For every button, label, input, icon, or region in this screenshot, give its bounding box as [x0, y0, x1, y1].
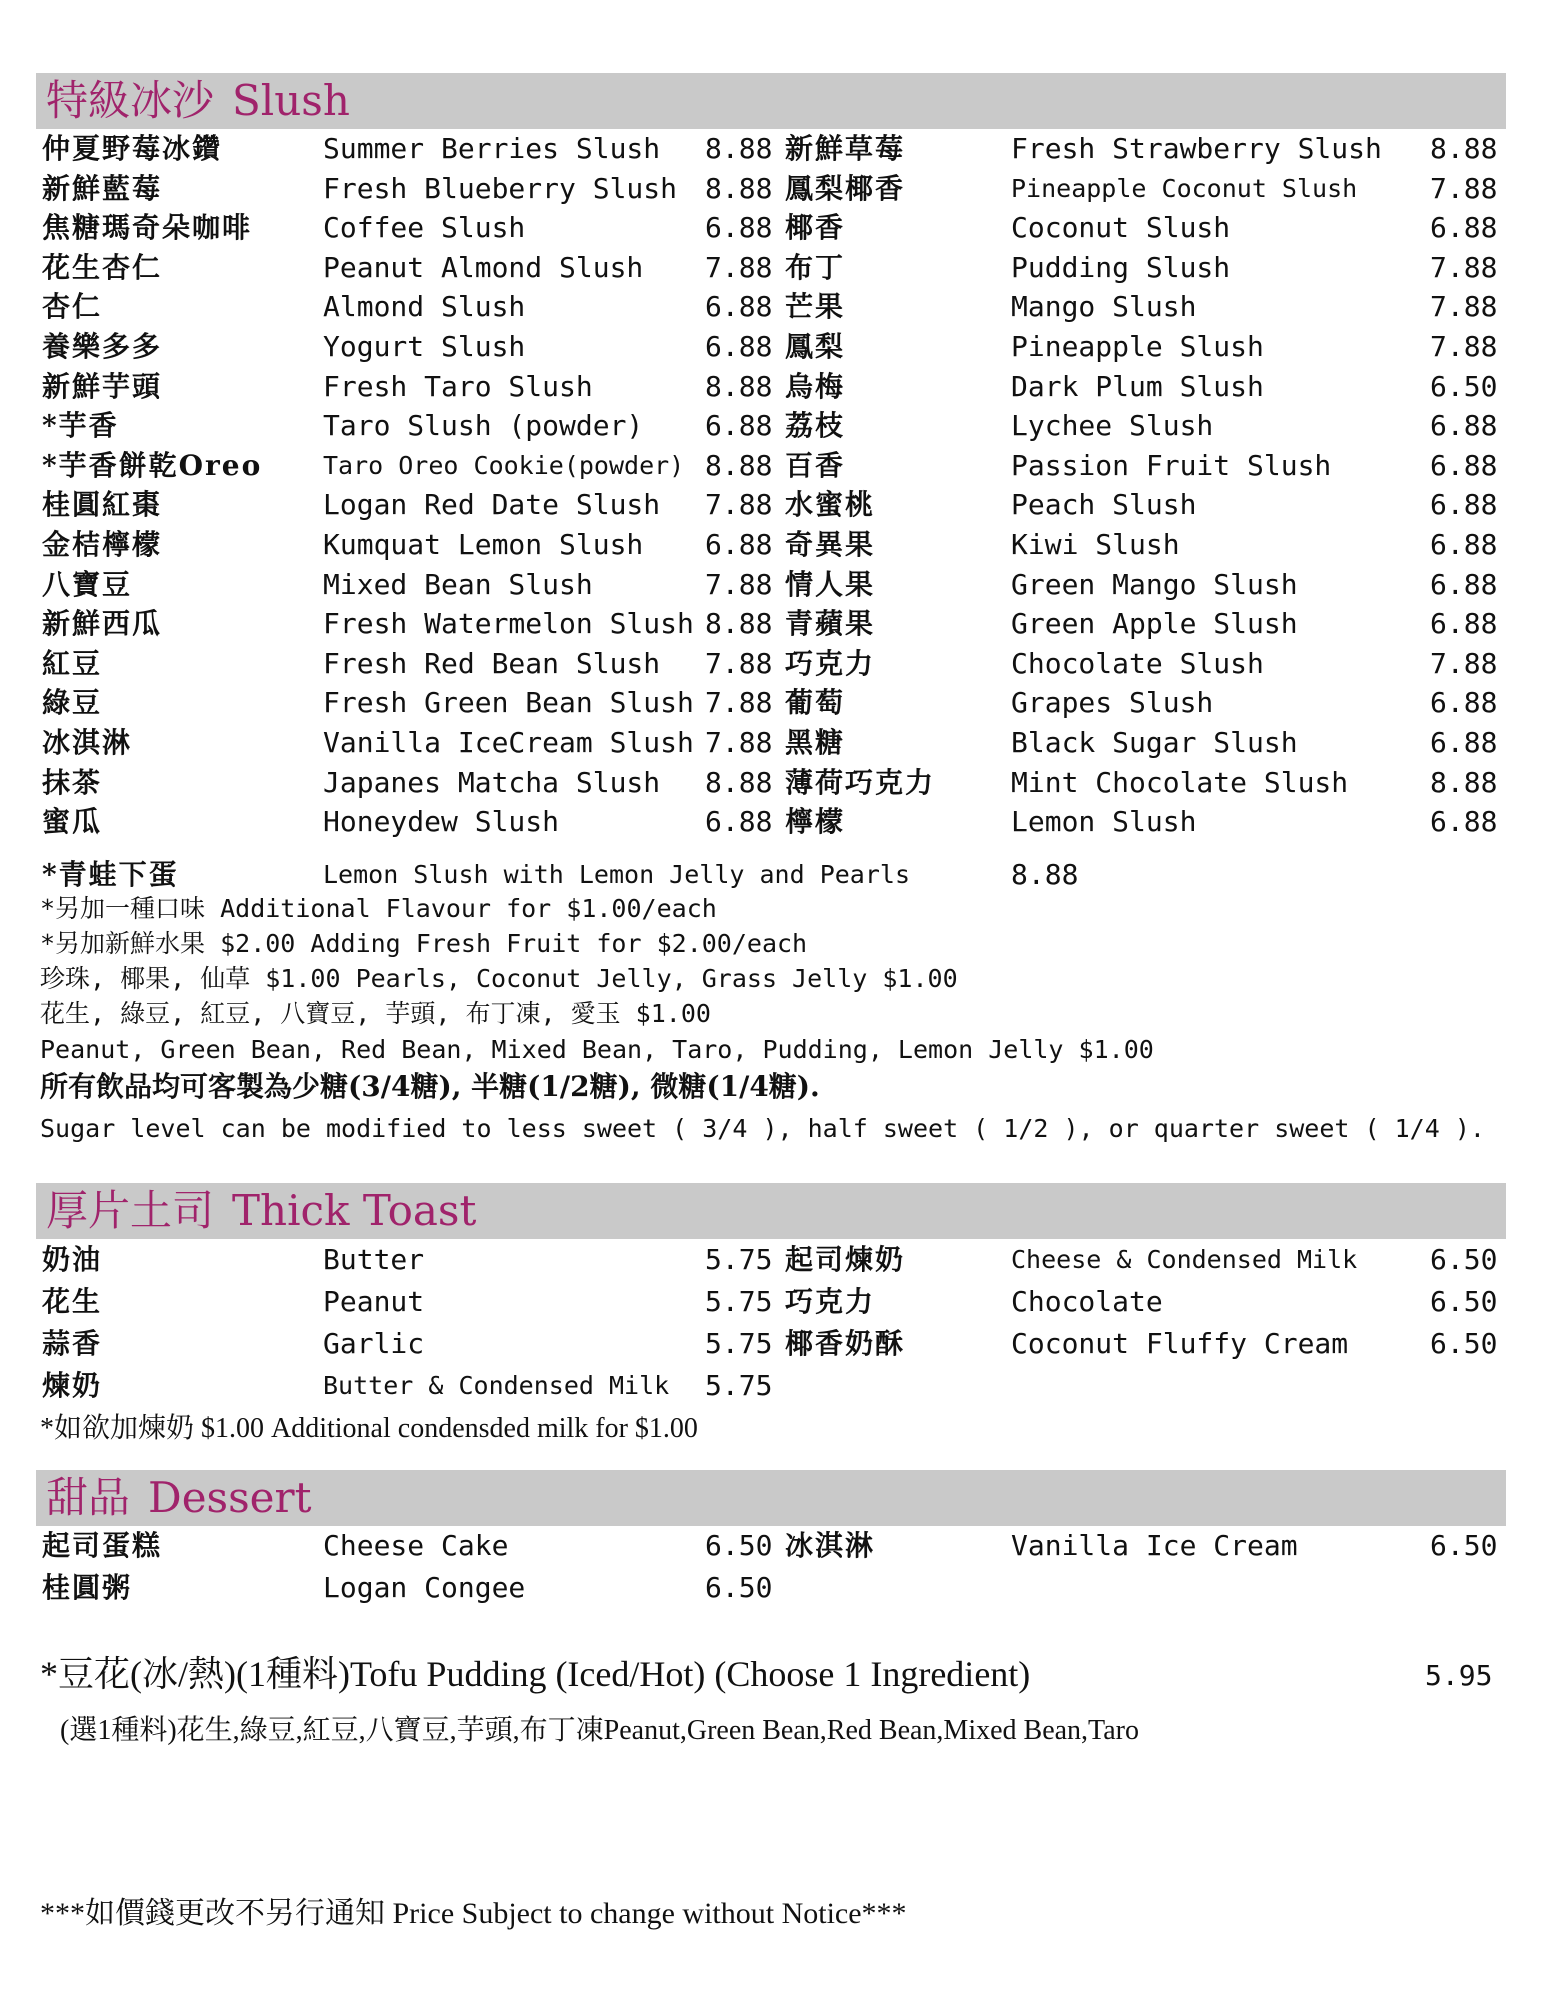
- item-name-en: Coconut Slush: [1011, 211, 1231, 245]
- item-name-en: Vanilla IceCream Slush: [323, 726, 694, 759]
- tofu-pudding-price: 5.95: [1425, 1659, 1493, 1692]
- item-name-en: Peanut Almond Slush: [323, 250, 644, 284]
- item-price: 5.75: [705, 1285, 773, 1318]
- item-price: 8.88: [705, 171, 773, 205]
- item-name-en: Fresh Strawberry Slush: [1011, 132, 1382, 165]
- item-price: 7.88: [705, 250, 773, 284]
- dessert-section-title: [46, 1472, 311, 1524]
- item-name-en: Peach Slush: [1011, 488, 1197, 522]
- item-price: 6.50: [705, 1529, 773, 1562]
- slush-menu-row: [0, 406, 1545, 446]
- item-price: 8.88: [1430, 132, 1498, 165]
- item-name-en: Fresh Red Bean Slush: [323, 646, 661, 680]
- slush-menu-row: [0, 169, 1545, 209]
- item-name-en: Lemon Slush: [1011, 805, 1197, 839]
- item-price: 6.88: [705, 290, 773, 324]
- item-name-en: Butter: [323, 1243, 425, 1276]
- slush-menu-row: [0, 525, 1545, 565]
- item-name-en: Fresh Watermelon Slush: [323, 607, 694, 641]
- slush-menu-row: [0, 723, 1545, 763]
- item-price: 6.88: [1430, 211, 1498, 245]
- item-name-zh: 花生杏仁: [42, 250, 163, 284]
- toast-section-header: [36, 1183, 1506, 1239]
- item-price: 7.88: [1430, 646, 1498, 680]
- item-name-zh: 百香: [785, 448, 846, 482]
- slush-menu-row: [0, 683, 1545, 723]
- item-name-zh: 椰香: [785, 211, 846, 245]
- slush-menu-row: [0, 287, 1545, 327]
- item-name-zh: 水蜜桃: [785, 488, 876, 522]
- item-name-en: Mixed Bean Slush: [323, 567, 593, 601]
- slush-menu-row: [0, 248, 1545, 288]
- item-name-zh: 金桔檸檬: [42, 528, 163, 561]
- item-price: 7.88: [705, 726, 773, 759]
- item-price: 5.75: [705, 1369, 773, 1402]
- item-price: 6.50: [1430, 1243, 1498, 1276]
- item-name-en: Black Sugar Slush: [1011, 726, 1298, 759]
- item-price: 8.88: [705, 448, 773, 482]
- item-name-en: Coconut Fluffy Cream: [1011, 1327, 1349, 1360]
- item-name-en: Chocolate: [1011, 1285, 1163, 1318]
- item-name-zh: 新鮮芋頭: [42, 369, 163, 403]
- item-name-zh: 鳳梨椰香: [785, 171, 906, 205]
- slush-title-zh: 特級冰沙: [46, 76, 215, 125]
- item-name-en: Cheese Cake: [323, 1529, 509, 1562]
- slush-menu-row: [0, 604, 1545, 644]
- item-name-zh: 鳳梨: [785, 330, 846, 363]
- item-price: 7.88: [1430, 250, 1498, 284]
- item-name-en: Grapes Slush: [1011, 686, 1214, 720]
- item-name-zh: 起司煉奶: [785, 1243, 906, 1276]
- slush-menu-row: [0, 367, 1545, 407]
- toast-menu-row: [0, 1282, 1545, 1322]
- slush-section-header: [36, 73, 1506, 129]
- slush-menu-row: [0, 485, 1545, 525]
- slush-menu-row: [0, 327, 1545, 367]
- item-name-en: Japanes Matcha Slush: [323, 765, 661, 799]
- dessert-menu-row: [0, 1526, 1545, 1566]
- item-price: 6.88: [1430, 607, 1498, 641]
- item-name-en: Logan Red Date Slush: [323, 488, 661, 522]
- item-name-zh: 冰淇淋: [42, 726, 133, 759]
- item-price: 6.88: [705, 409, 773, 443]
- item-name-en: Logan Congee: [323, 1571, 526, 1604]
- toast-section-title: [46, 1185, 476, 1237]
- item-name-zh: 八寶豆: [42, 567, 133, 601]
- item-name-zh: 仲夏野莓冰鑽: [42, 132, 223, 165]
- item-name-en: Passion Fruit Slush: [1011, 448, 1332, 482]
- item-name-zh: 養樂多多: [42, 330, 163, 363]
- item-price: 7.88: [705, 488, 773, 522]
- item-name-zh: 蒜香: [42, 1327, 103, 1360]
- item-price: 6.88: [705, 211, 773, 245]
- item-name-en: Chocolate Slush: [1011, 646, 1264, 680]
- item-price: 6.88: [705, 330, 773, 363]
- slush-special-zh: *青蛙下蛋: [42, 858, 179, 891]
- slush-menu-row: [0, 208, 1545, 248]
- item-name-en: Cheese & Condensed Milk: [1011, 1245, 1358, 1274]
- price-disclaimer: ***如價錢更改不另行通知 Price Subject to change without Notice***: [40, 1897, 907, 1930]
- item-name-zh: 花生: [42, 1285, 103, 1318]
- item-name-zh: 抹茶: [42, 765, 103, 799]
- item-name-en: Garlic: [323, 1327, 425, 1360]
- item-price: 7.88: [705, 686, 773, 720]
- item-name-zh: 桂圓粥: [42, 1571, 133, 1604]
- item-price: 5.75: [705, 1327, 773, 1360]
- item-name-zh: 巧克力: [785, 646, 876, 680]
- item-price: 6.50: [1430, 369, 1498, 403]
- item-name-zh: 荔枝: [785, 409, 846, 443]
- toast-note: *如欲加煉奶 $1.00 Additional condensded milk for $1.00: [40, 1413, 698, 1444]
- item-price: 6.88: [1430, 528, 1498, 561]
- item-name-zh: 椰香奶酥: [785, 1327, 906, 1360]
- item-price: 7.88: [1430, 171, 1498, 205]
- item-price: 6.50: [1430, 1529, 1498, 1562]
- slush-menu-row: [0, 446, 1545, 486]
- slush-special-en: Lemon Slush with Lemon Jelly and Pearls: [323, 860, 910, 889]
- item-price: 8.88: [705, 132, 773, 165]
- slush-note-3: 珍珠, 椰果, 仙草 $1.00 Pearls, Coconut Jelly, Grass Jelly $1.00: [40, 964, 958, 993]
- item-name-zh: 布丁: [785, 250, 846, 284]
- dessert-menu-row: [0, 1568, 1545, 1608]
- item-price: 7.88: [1430, 290, 1498, 324]
- item-name-en: Honeydew Slush: [323, 805, 560, 839]
- item-name-en: Almond Slush: [323, 290, 526, 324]
- item-name-zh: 青蘋果: [785, 607, 876, 641]
- item-price: 6.88: [705, 528, 773, 561]
- item-name-zh: 奶油: [42, 1243, 103, 1276]
- item-price: 6.50: [1430, 1327, 1498, 1360]
- item-name-en: Fresh Green Bean Slush: [323, 686, 694, 720]
- item-name-en: Peanut: [323, 1285, 425, 1318]
- item-name-zh: *芋香: [42, 409, 119, 443]
- item-name-en: Butter & Condensed Milk: [323, 1371, 670, 1400]
- item-name-zh: 綠豆: [42, 686, 103, 720]
- item-name-en: Kumquat Lemon Slush: [323, 528, 644, 561]
- slush-menu-row: [0, 802, 1545, 842]
- item-price: 6.88: [1430, 686, 1498, 720]
- item-name-zh: 新鮮西瓜: [42, 607, 163, 641]
- item-name-en: Vanilla Ice Cream: [1011, 1529, 1298, 1562]
- item-price: 6.50: [705, 1571, 773, 1604]
- slush-section-title: [46, 75, 350, 127]
- item-name-en: Lychee Slush: [1011, 409, 1214, 443]
- item-price: 8.88: [1430, 765, 1498, 799]
- item-name-zh: 杏仁: [42, 290, 103, 324]
- slush-menu-row: [0, 565, 1545, 605]
- item-name-zh: 紅豆: [42, 646, 103, 680]
- item-name-en: Pineapple Slush: [1011, 330, 1264, 363]
- slush-note-1: *另加一種口味 Additional Flavour for $1.00/each: [40, 894, 717, 923]
- item-name-zh: 烏梅: [785, 369, 846, 403]
- slush-menu-row: [0, 763, 1545, 803]
- item-name-zh: 情人果: [785, 567, 876, 601]
- item-price: 8.88: [705, 369, 773, 403]
- slush-special-row: [0, 855, 1545, 895]
- dessert-section-header: [36, 1470, 1506, 1526]
- toast-title-zh: 厚片土司: [46, 1186, 215, 1235]
- item-price: 5.75: [705, 1243, 773, 1276]
- dessert-title-zh: 甜品: [46, 1473, 131, 1522]
- dessert-title-en: Dessert: [148, 1473, 312, 1522]
- item-price: 7.88: [705, 646, 773, 680]
- item-name-en: Fresh Taro Slush: [323, 369, 593, 403]
- item-name-en: Green Apple Slush: [1011, 607, 1298, 641]
- item-name-en: Fresh Blueberry Slush: [323, 171, 678, 205]
- item-name-en: Kiwi Slush: [1011, 528, 1180, 561]
- tofu-pudding-title: *豆花(冰/熱)(1種料)Tofu Pudding (Iced/Hot) (Choose 1 Ingredient): [40, 1654, 1031, 1694]
- item-name-en: Dark Plum Slush: [1011, 369, 1264, 403]
- item-name-zh: 葡萄: [785, 686, 846, 720]
- sugar-note-en: Sugar level can be modified to less sweet ( 3/4 ), half sweet ( 1/2 ), or quarter sweet ( 1/4 ).: [40, 1114, 1485, 1143]
- sugar-note-zh: 所有飲品均可客製為少糖(3/4糖), 半糖(1/2糖), 微糖(1/4糖).: [40, 1070, 820, 1103]
- item-price: 8.88: [705, 765, 773, 799]
- item-name-zh: 焦糖瑪奇朵咖啡: [42, 211, 253, 245]
- toast-menu-row: [0, 1366, 1545, 1406]
- toast-menu-row: [0, 1240, 1545, 1280]
- item-name-en: Coffee Slush: [323, 211, 526, 245]
- item-name-zh: 煉奶: [42, 1369, 103, 1402]
- item-name-zh: 新鮮藍莓: [42, 171, 163, 205]
- item-name-en: Taro Slush (powder): [323, 409, 644, 443]
- item-name-en: Yogurt Slush: [323, 330, 526, 363]
- item-name-en: Mint Chocolate Slush: [1011, 765, 1349, 799]
- item-price: 6.50: [1430, 1285, 1498, 1318]
- item-name-zh: 桂圓紅棗: [42, 488, 163, 522]
- slush-special-price: 8.88: [1011, 858, 1079, 891]
- item-price: 6.88: [1430, 805, 1498, 839]
- item-name-en: Green Mango Slush: [1011, 567, 1298, 601]
- item-name-en: Pineapple Coconut Slush: [1011, 173, 1358, 203]
- item-name-zh: 蜜瓜: [42, 805, 103, 839]
- item-price: 6.88: [705, 805, 773, 839]
- slush-title-en: Slush: [232, 76, 350, 125]
- item-name-zh: 芒果: [785, 290, 846, 324]
- item-name-zh: 新鮮草莓: [785, 132, 906, 165]
- item-price: 7.88: [1430, 330, 1498, 363]
- slush-note-2: *另加新鮮水果 $2.00 Adding Fresh Fruit for $2.00/each: [40, 929, 808, 958]
- item-name-zh: *芋香餅乾Oreo: [42, 448, 263, 482]
- tofu-pudding-options: (選1種料)花生,綠豆,紅豆,八寶豆,芋頭,布丁凍Peanut,Green Bean,Red Bean,Mixed Bean,Taro: [60, 1715, 1139, 1746]
- item-price: 8.88: [705, 607, 773, 641]
- item-name-en: Pudding Slush: [1011, 250, 1231, 284]
- item-price: 6.88: [1430, 726, 1498, 759]
- item-name-zh: 起司蛋糕: [42, 1529, 163, 1562]
- slush-menu-row: [0, 644, 1545, 684]
- item-name-zh: 巧克力: [785, 1285, 876, 1318]
- item-name-zh: 黑糖: [785, 726, 846, 759]
- slush-menu-row: [0, 129, 1545, 169]
- item-price: 7.88: [705, 567, 773, 601]
- item-price: 6.88: [1430, 409, 1498, 443]
- slush-note-4: 花生, 綠豆, 紅豆, 八寶豆, 芋頭, 布丁凍, 愛玉 $1.00: [40, 999, 711, 1028]
- toast-title-en: Thick Toast: [232, 1186, 477, 1235]
- item-name-zh: 薄荷巧克力: [785, 765, 936, 799]
- item-price: 6.88: [1430, 448, 1498, 482]
- item-price: 6.88: [1430, 567, 1498, 601]
- item-name-zh: 檸檬: [785, 805, 846, 839]
- item-name-zh: 奇異果: [785, 528, 876, 561]
- item-name-en: Summer Berries Slush: [323, 132, 661, 165]
- item-price: 6.88: [1430, 488, 1498, 522]
- item-name-en: Mango Slush: [1011, 290, 1197, 324]
- slush-note-5: Peanut, Green Bean, Red Bean, Mixed Bean, Taro, Pudding, Lemon Jelly $1.00: [40, 1035, 1154, 1064]
- item-name-en: Taro Oreo Cookie(powder): [323, 450, 685, 480]
- item-name-zh: 冰淇淋: [785, 1529, 876, 1562]
- toast-menu-row: [0, 1324, 1545, 1364]
